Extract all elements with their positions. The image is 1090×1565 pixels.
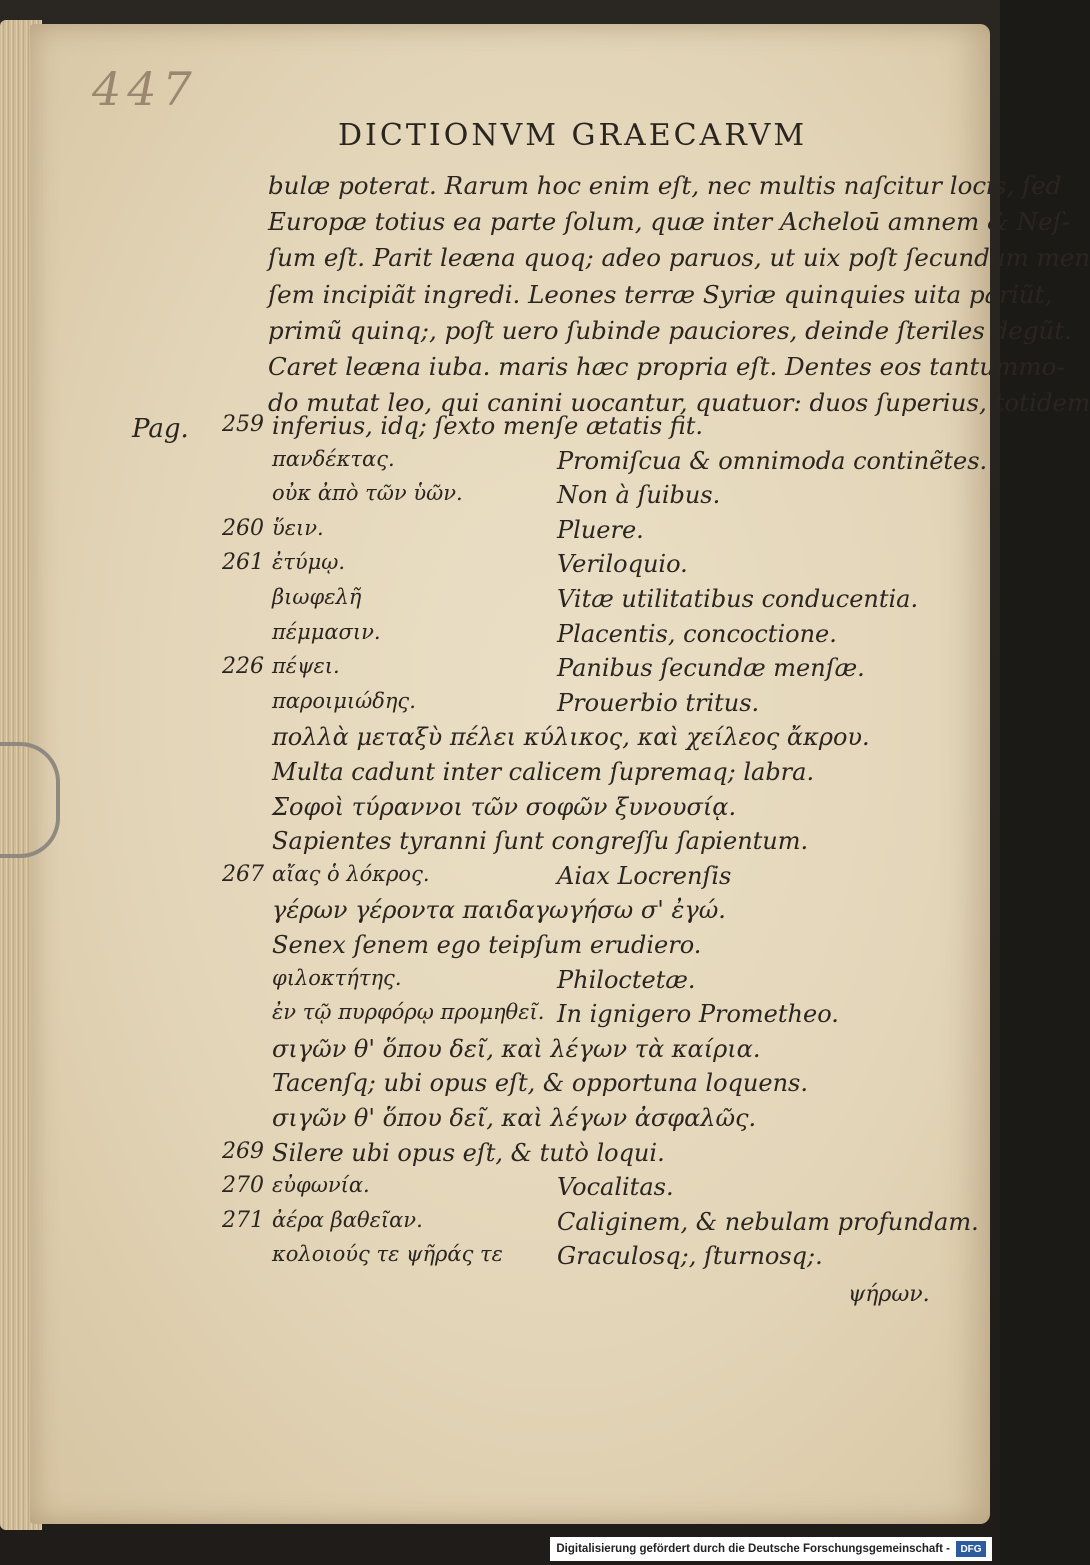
prose-line: bulæ poterat. Rarum hoc enim eſt, nec multis naſcitur locis, ſed	[268, 171, 1062, 200]
page-ref-number: 261	[222, 550, 264, 576]
prose-line: ſem incipiãt ingredi. Leones terræ Syriæ quinquies uita pariũt,	[268, 279, 1053, 309]
entry-line: Σοφοὶ τύραννοι τῶν σοφῶν ξυνουσίᾳ.	[272, 792, 737, 821]
latin-gloss: Graculosq;, ſturnosq;.	[557, 1242, 823, 1271]
book-clasp	[0, 742, 60, 858]
page-ref-number: 226	[222, 654, 264, 680]
greek-term: πανδέκτας.	[272, 446, 395, 471]
latin-gloss: Promiſcua & omnimoda continẽtes.	[557, 446, 988, 475]
entry-line: Silere ubi opus eſt, & tutò loqui.	[272, 1138, 665, 1167]
greek-term: βιωφελῆ	[272, 585, 362, 609]
entry-line: γέρων γέροντα παιδαγωγήσω σ' ἐγώ.	[272, 896, 726, 925]
latin-gloss: Aiax Locrenſis	[557, 861, 732, 890]
greek-term: ἀέρα βαθεῖαν.	[272, 1207, 423, 1232]
page-ref-number: 267	[222, 861, 264, 887]
entry-line: Sapientes tyranni ſunt congreſſu ſapientum.	[272, 827, 809, 856]
latin-gloss: Panibus ſecundæ menſæ.	[557, 654, 865, 683]
latin-gloss: Veriloquio.	[557, 550, 688, 579]
latin-gloss: Pluere.	[557, 515, 644, 544]
latin-gloss: Philoctetæ.	[557, 965, 696, 994]
latin-gloss: Placentis, concoctione.	[557, 619, 837, 648]
folio-number: 447	[92, 62, 198, 116]
page-ref-number: 270	[222, 1173, 264, 1199]
latin-gloss: Non à ſuibus.	[557, 481, 721, 510]
page-ref-number: 271	[222, 1207, 264, 1233]
footer-text: Digitalisierung gefördert durch die Deutsche Forschungsgemeinschaft -	[556, 1543, 950, 1555]
entry-line: Senex ſenem ego teipſum erudiero.	[272, 931, 702, 959]
entry-line: σιγῶν θ' ὅπου δεῖ, καὶ λέγων ἀσφαλῶς.	[272, 1104, 757, 1132]
running-head: DICTIONVM GRAECARVM	[338, 118, 808, 153]
prose-block	[268, 168, 1090, 421]
latin-gloss: Caliginem, & nebulam profundam.	[557, 1207, 979, 1236]
prose-line: Caret leæna iuba. maris hæc propria eſt. Dentes eos tantummo-	[268, 352, 1065, 382]
greek-term: πέψει.	[272, 654, 340, 679]
digitization-footer	[550, 1537, 992, 1561]
page-ref-number: 269	[222, 1138, 264, 1164]
entry-line: Multa cadunt inter calicem ſupremaq; labra.	[272, 758, 815, 786]
prose-line: Europæ totius ea parte ſolum, quæ inter Acheloū amnem & Neſ-	[268, 207, 1070, 237]
latin-gloss: Vitæ utilitatibus conducentia.	[557, 585, 919, 613]
entry-line: inferius, idq; ſexto menſe ætatis fit.	[272, 412, 704, 440]
greek-term: κολοιούς τε ψῆράς τε	[272, 1242, 503, 1267]
latin-gloss: Vocalitas.	[557, 1173, 674, 1202]
prose-line: do mutat leo, qui canini uocantur, quatuor: duos ſuperius, totidem	[268, 388, 1090, 418]
greek-term: οὐκ ἀπὸ τῶν ὑῶν.	[272, 481, 463, 506]
page-ref-number: 259	[222, 412, 264, 437]
entry-line: Tacenſq; ubi opus eſt, & opportuna loquens.	[272, 1069, 808, 1098]
prose-line: primũ quinq;, poſt uero ſubinde pauciores, deinde ſteriles degũt.	[268, 315, 1072, 345]
catchword: ψήρων.	[848, 1282, 930, 1307]
entry-line: σιγῶν θ' ὅπου δεῖ, καὶ λέγων τὰ καίρια.	[272, 1034, 761, 1063]
prose-line: ſum eſt. Parit leæna quoq; adeo paruos, ut uix poſt ſecundum men	[268, 243, 1090, 273]
page-ref-number: 260	[222, 515, 264, 541]
dfg-logo: DFG	[956, 1541, 986, 1557]
greek-term: παροιμιώδης.	[272, 688, 416, 713]
latin-gloss: In ignigero Prometheo.	[557, 1000, 839, 1029]
greek-term: ἐτύμῳ.	[272, 550, 346, 575]
greek-term: φιλοκτήτης.	[272, 965, 402, 990]
latin-gloss: Prouerbio tritus.	[557, 688, 760, 717]
greek-term: ἐν τῷ πυρφόρῳ προμηθεῖ.	[272, 1000, 545, 1025]
greek-term: εὐφωνία.	[272, 1173, 370, 1198]
entry-line: πολλὰ μεταξὺ πέλει κύλικος, καὶ χείλεος ἄκρου.	[272, 723, 870, 752]
greek-term: ὕειν.	[272, 515, 324, 540]
pag-label: Pag.	[132, 414, 189, 444]
greek-term: πέμμασιν.	[272, 619, 381, 644]
greek-term: αἴας ὁ λόκρος.	[272, 861, 430, 886]
